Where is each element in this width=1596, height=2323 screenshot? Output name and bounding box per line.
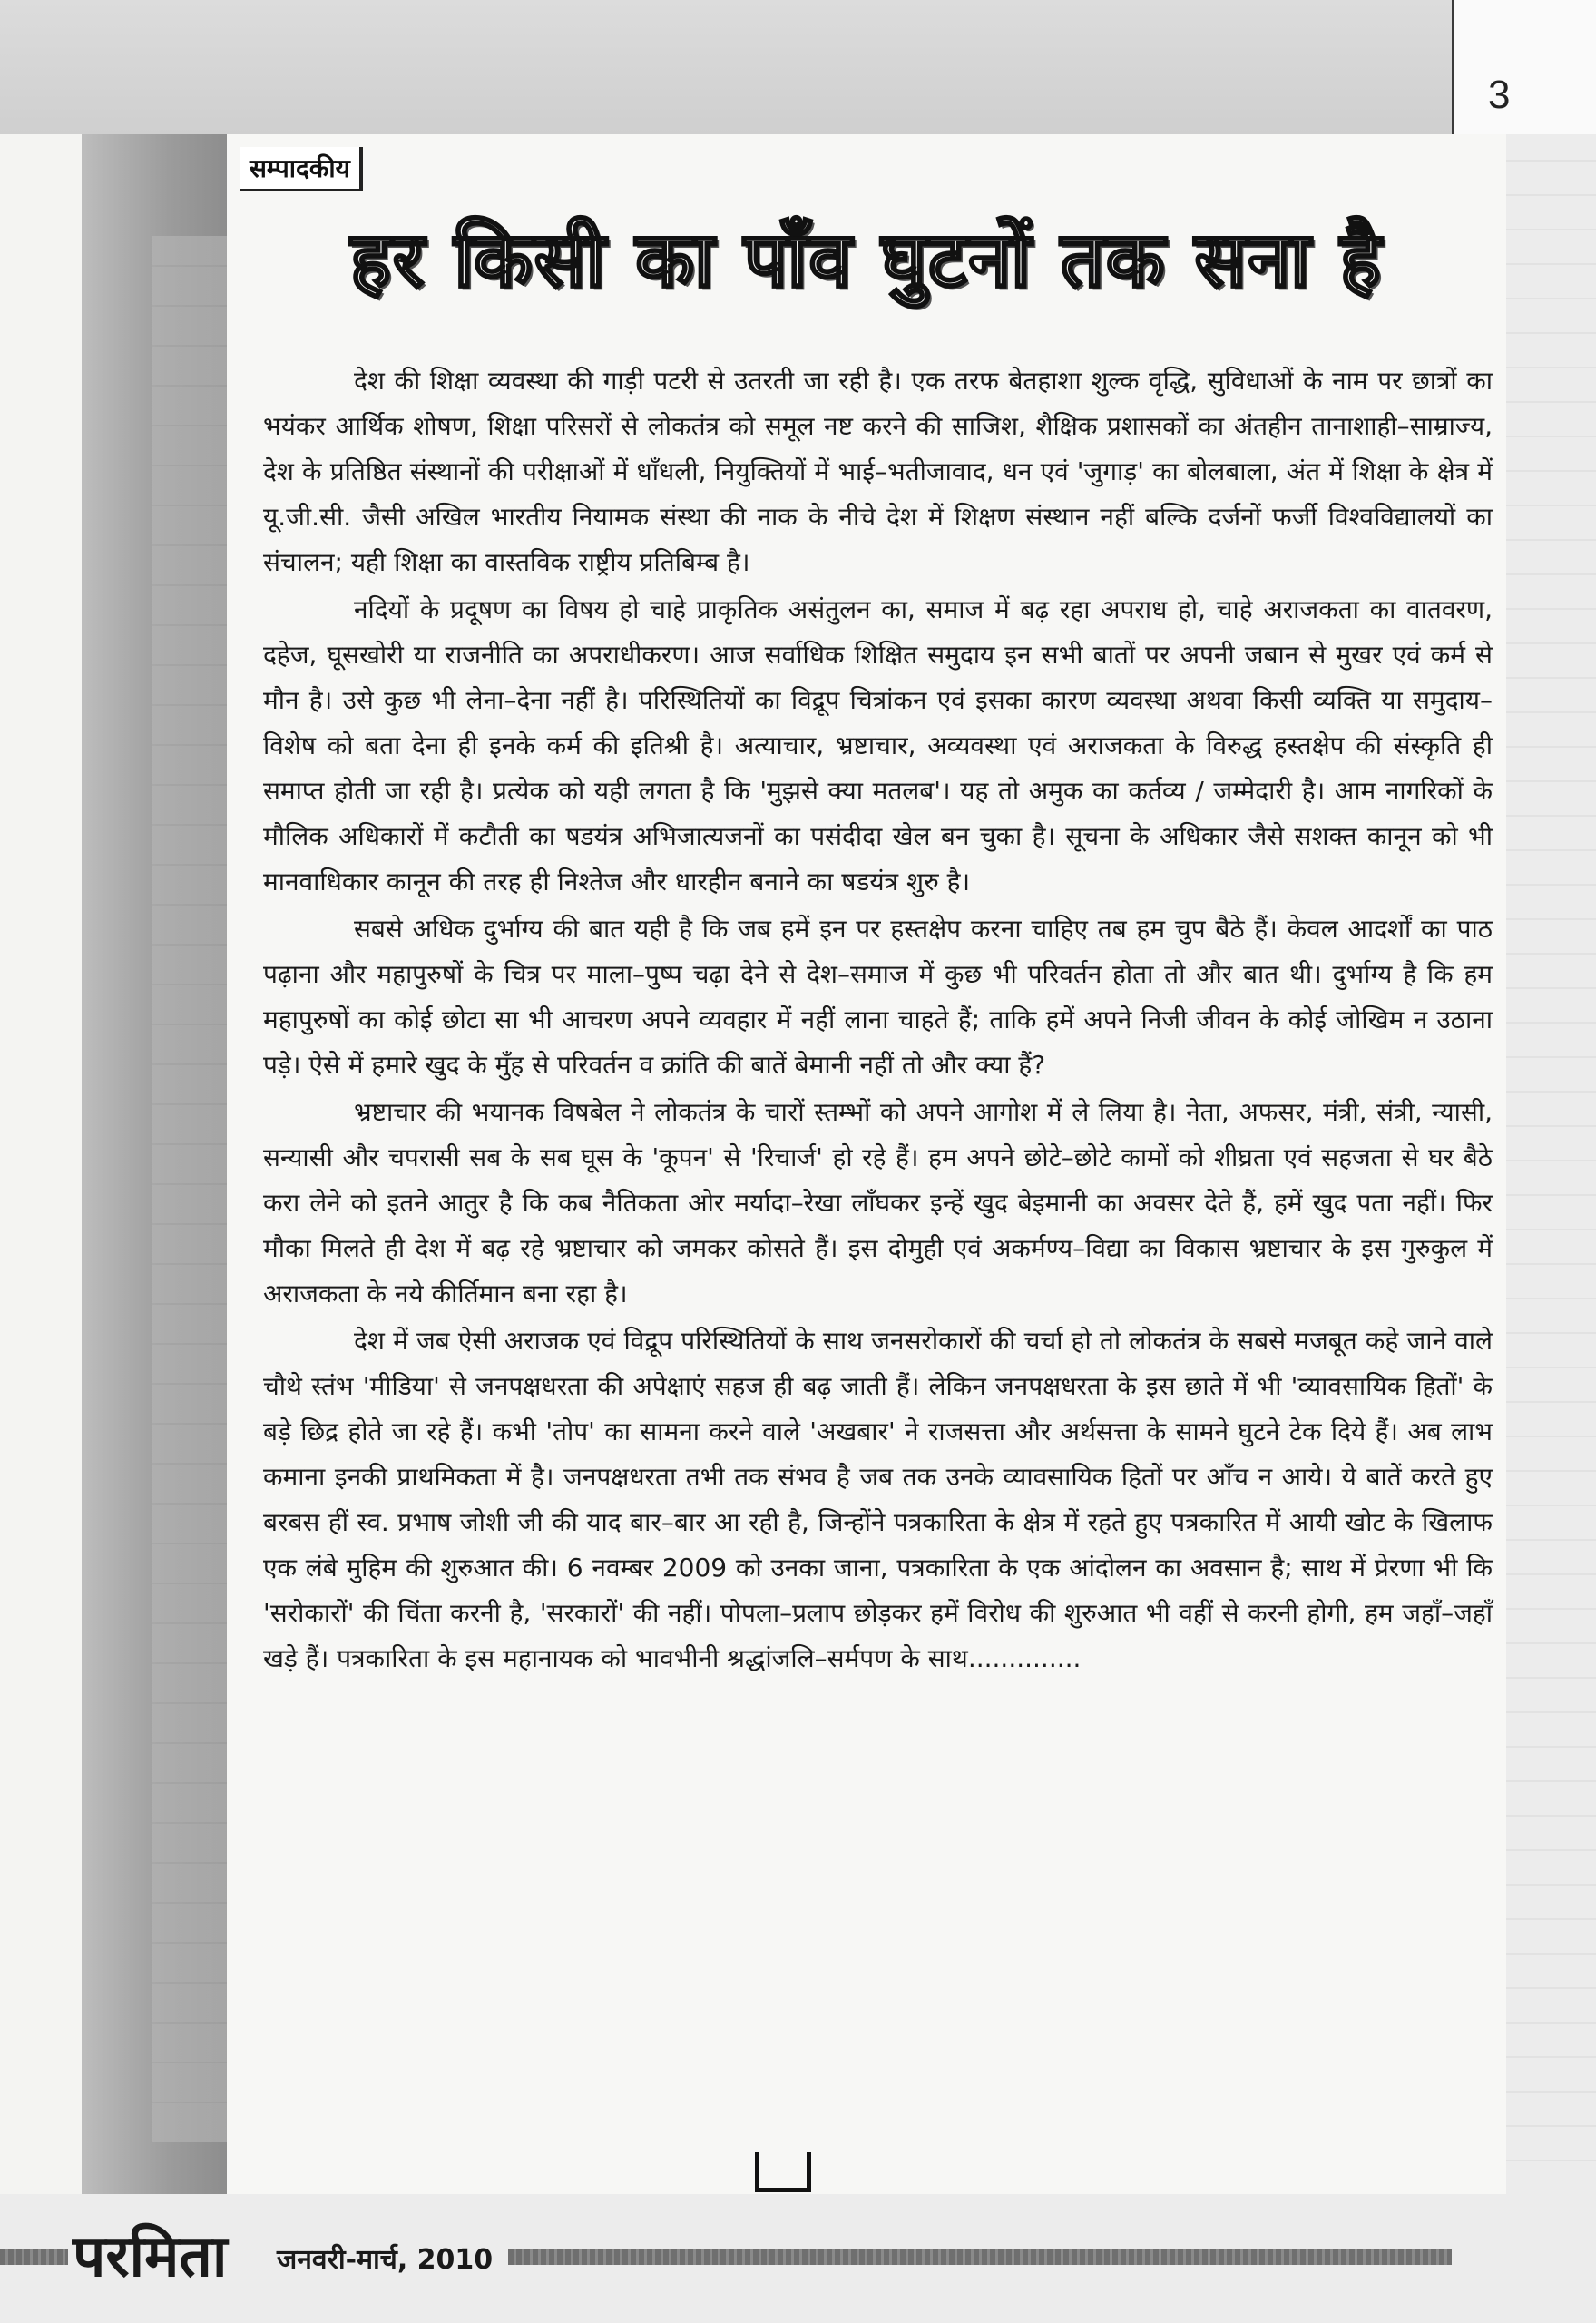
magazine-name: परमिता [73, 2223, 228, 2290]
article-headline: हर किसी का पाँव घुटनों तक सना है [350, 215, 1383, 304]
paragraph-4: भ्रष्टाचार की भयानक विषबेल ने लोकतंत्र के चारों स्तम्भों को अपने आगोश में ले लिया है। नेता, अफसर, मंत्री, संत्री, न्यासी, सन्यासी और चपरासी सब के सब घूस के 'कूपन' से 'रिचार्ज' हो रहे हैं। हम अपने छोटे–छोटे कामों को शीघ्रता एवं सहजता से घर बैठे करा लेने को इतने आतुर है कि कब नैतिकता ओर मर्यादा–रेखा लाँघकर इन्हें खुद बेइमानी का अवसर देते हैं, हमें खुद पता नहीं। फिर मौका मिलते ही देश में बढ़ रहे भ्रष्टाचार को जमकर कोसते हैं। इस दोमुही एवं अकर्मण्य–विद्या का विकास भ्रष्टाचार के इस गुरुकुल में अराजकता के नये कीर्तिमान बना रहा है। [263, 1097, 1493, 1309]
top-band [0, 0, 1452, 134]
section-label: सम्पादकीय [240, 147, 363, 191]
end-mark-icon [755, 2152, 811, 2192]
paragraph-3: सबसे अधिक दुर्भाग्य की बात यही है कि जब हमें इन पर हस्तक्षेप करना चाहिए तब हम चुप बैठे हैं। केवल आदर्शों का पाठ पढ़ाना और महापुरुषों के चित्र पर माला–पुष्प चढ़ा देने से देश–समाज में कुछ भी परिवर्तन होता तो और बात थी। दुर्भाग्य है कि हम महापुरुषों का कोई छोटा सा भी आचरण अपने व्यवहार में नहीं लाना चाहते हैं; ताकि हमें अपने निजी जीवन के कोई जोखिम न उठाना पड़े। ऐसे में हमारे खुद के मुँह से परिवर्तन व क्रांति की बातें बेमानी नहीं तो और क्या हैं? [263, 914, 1493, 1080]
paragraph-2: नदियों के प्रदूषण का विषय हो चाहे प्राकृतिक असंतुलन का, समाज में बढ़ रहा अपराध हो, चाहे अराजकता का वातवरण, दहेज, घूसखोरी या राजनीति का अपराधीकरण। आज सर्वाधिक शिक्षित समुदाय इन सभी बातों पर अपनी जबान से मुखर एवं कर्म से मौन है। उसे कुछ भी लेना–देना नहीं है। परिस्थितियों का विद्रूप चित्रांकन एवं इसका कारण व्यवस्था अथवा किसी व्यक्ति या समुदाय–विशेष को बता देना ही इनके कर्म की इतिश्री है। अत्याचार, भ्रष्टाचार, अव्यवस्था एवं अराजकता के विरुद्ध हस्तक्षेप की संस्कृति ही समाप्त होती जा रही है। प्रत्येक को यही लगता है कि 'मुझसे क्या मतलब'। यह तो अमुक का कर्तव्य / जम्मेदारी है। आम नागरिकों के मौलिक अधिकारों में कटौती का षडयंत्र अभिजात्यजनों का पसंदीदा खेल बन चुका है। सूचना के अधिकार जैसे सशक्त कानून को भी मानवाधिकार कानून की तरह ही निश्तेज और धारहीन बनाने का षडयंत्र शुरु है। [263, 594, 1493, 897]
article-body [263, 358, 1493, 1683]
paragraph-5: देश में जब ऐसी अराजक एवं विद्रूप परिस्थितियों के साथ जनसरोकारों की चर्चा हो तो लोकतंत्र के सबसे मजबूत कहे जाने वाले चौथे स्तंभ 'मीडिया' से जनपक्षधरता की अपेक्षाएं सहज ही बढ़ जाती हैं। लेकिन जनपक्षधरता के इस छाते में भी 'व्यावसायिक हितों' के बड़े छिद्र होते जा रहे हैं। कभी 'तोप' का सामना करने वाले 'अखबार' ने राजसत्ता और अर्थसत्ता के सामने घुटने टेक दिये हैं। अब लाभ कमाना इनकी प्राथमिकता में है। जनपक्षधरता तभी तक संभव है जब तक उनके व्यावसायिक हितों पर आँच न आये। ये बातें करते हुए बरबस हीं स्व. प्रभाष जोशी जी की याद बार–बार आ रही है, जिन्होंने पत्रकारिता के क्षेत्र में रहते हुए पत्रकारित में आयी खोट के खिलाफ एक लंबे मुहिम की शुरुआत की। 6 नवम्बर 2009 को उनका जाना, पत्रकारिता के एक आंदोलन का अवसान है; साथ में प्रेरणा भी कि 'सरोकारों' की चिंता करनी है, 'सरकारों' की नहीं। पोपला–प्रलाप छोड़कर हमें विरोध की शुरुआत भी वहीं से करनी होगी, हम जहाँ–जहाँ खड़े हैं। पत्रकारिता के इस महानायक को भावभीनी श्रद्धांजलि–सर्मपण के साथ.............. [263, 1326, 1493, 1673]
left-margin-texture [152, 236, 227, 2142]
paragraph-1: देश की शिक्षा व्यवस्था की गाड़ी पटरी से उतरती जा रही है। एक तरफ बेतहाशा शुल्क वृद्धि, सुविधाओं के नाम पर छात्रों का भयंकर आर्थिक शोषण, शिक्षा परिसरों से लोकतंत्र को समूल नष्ट करने की साजिश, शैक्षिक प्रशासकों का अंतहीन तानाशाही–साम्राज्य, देश के प्रतिष्ठित संस्थानों की परीक्षाओं में धाँधली, नियुक्तियों में भाई–भतीजावाद, धन एवं 'जुगाड़' का बोलबाला, अंत में शिक्षा के क्षेत्र में यू.जी.सी. जैसी अखिल भारतीय नियामक संस्था की नाक के नीचे देश में शिक्षण संस्थान नहीं बल्कि दर्जनों फर्जी विश्वविद्यालयों का संचालन; यही शिक्षा का वास्तविक राष्ट्रीय प्रतिबिम्ब है। [263, 366, 1493, 577]
page-number: 3 [1488, 73, 1511, 117]
right-bleed-through [1506, 134, 1596, 2194]
page-number-box [1452, 0, 1596, 134]
issue-date: जनवरी-मार्च, 2010 [277, 2244, 494, 2276]
footer-rule-left [0, 2249, 68, 2265]
footer-rule [508, 2249, 1452, 2265]
